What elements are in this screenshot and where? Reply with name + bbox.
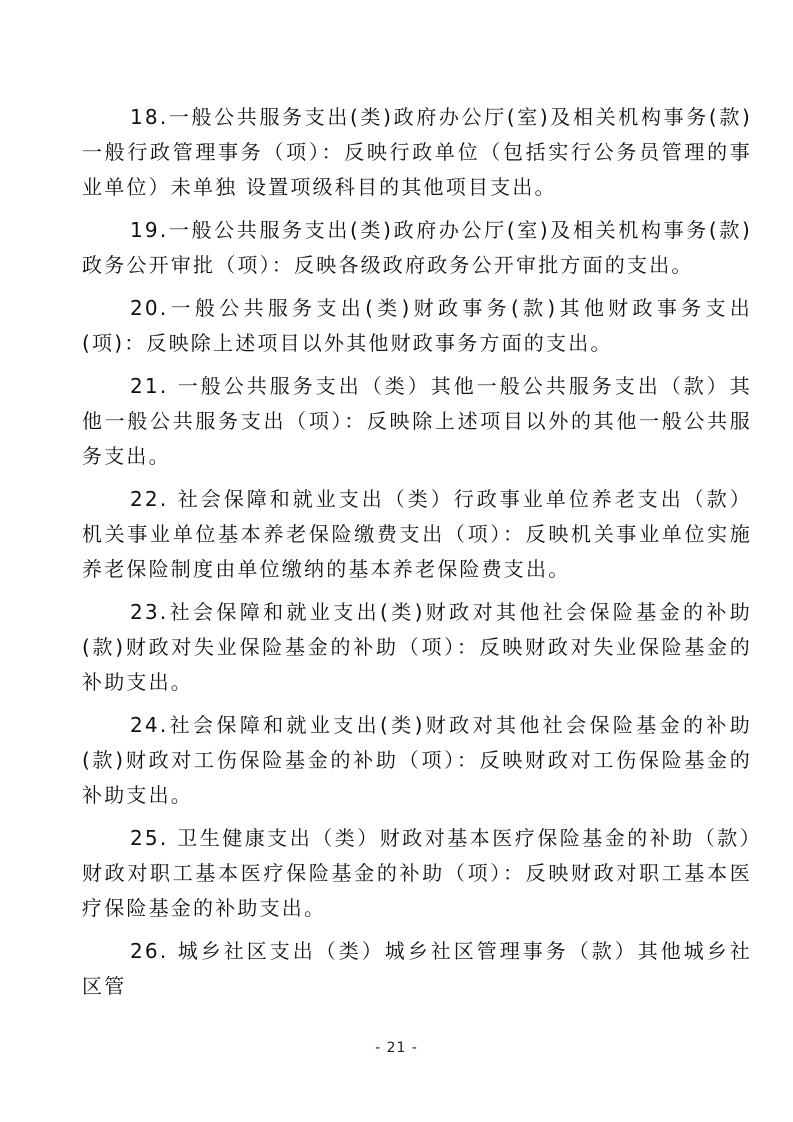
page-number: - 21 - [375,1040,418,1056]
paragraph-19: 19.一般公共服务支出(类)政府办公厅(室)及相关机构事务(款)政务公开审批（项）：反映各级政府政务公开审批方面的支出。 [82,218,752,277]
paragraph-20: 20.一般公共服务支出(类)财政事务(款)其他财政事务支出(项)：反映除上述项目以外其他财政事务方面的支出。 [82,296,752,355]
body-text [82,100,752,1004]
paragraph-23: 23.社会保障和就业支出(类)财政对其他社会保险基金的补助(款)财政对失业保险基金的补助（项）：反映财政对失业保险基金的补助支出。 [82,600,752,694]
paragraph-25: 25. 卫生健康支出（类）财政对基本医疗保险基金的补助（款）财政对职工基本医疗保险基金的补助（项）：反映财政对职工基本医疗保险基金的补助支出。 [82,826,752,920]
paragraph-24: 24.社会保障和就业支出(类)财政对其他社会保险基金的补助(款)财政对工伤保险基金的补助（项）：反映财政对工伤保险基金的补助支出。 [82,713,752,807]
paragraph-26: 26. 城乡社区支出（类）城乡社区管理事务（款）其他城乡社区管 [82,939,752,998]
paragraph-21: 21. 一般公共服务支出（类）其他一般公共服务支出（款）其他一般公共服务支出（项）：反映除上述项目以外的其他一般公共服务支出。 [82,374,752,468]
paragraph-18: 18.一般公共服务支出(类)政府办公厅(室)及相关机构事务(款)一般行政管理事务（项）：反映行政单位（包括实行公务员管理的事业单位）未单独 设置项级科目的其他项目支出。 [82,105,752,199]
paragraph-22: 22. 社会保障和就业支出（类）行政事业单位养老支出（款）机关事业单位基本养老保险缴费支出（项）：反映机关事业单位实施养老保险制度由单位缴纳的基本养老保险费支出。 [82,487,752,581]
